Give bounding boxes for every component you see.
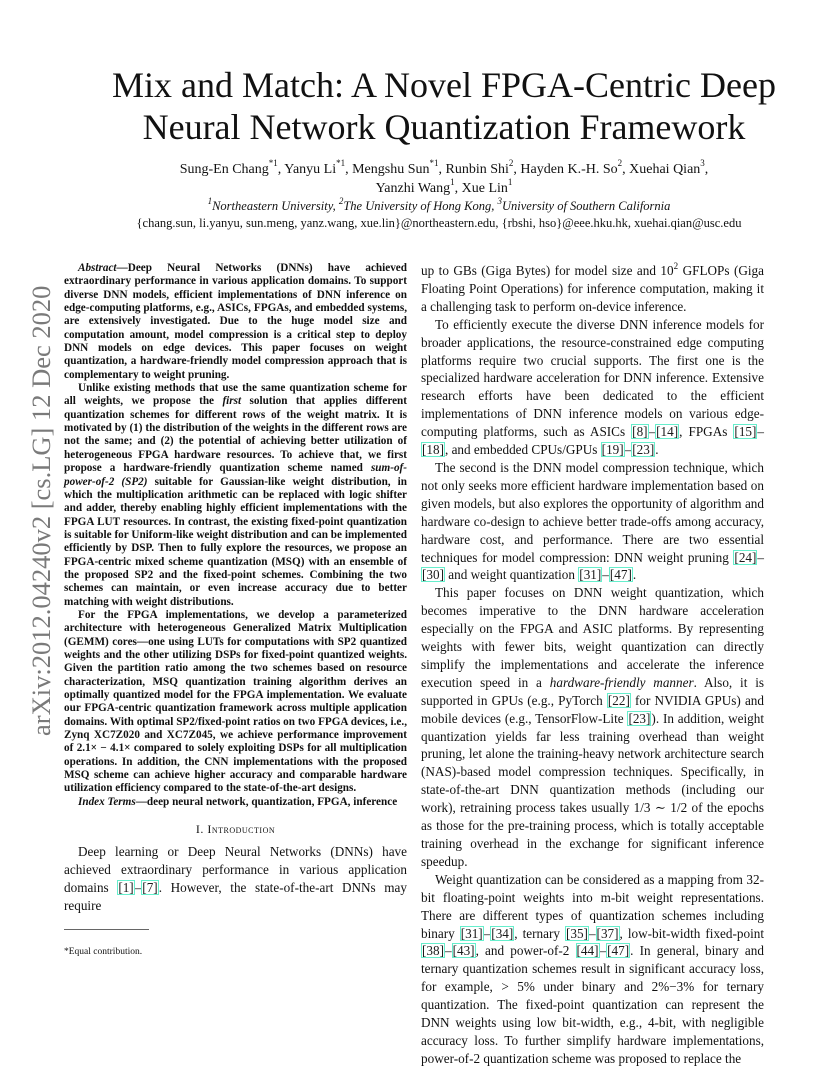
abstract-paragraph-3: For the FPGA implementations, we develop a parameterized architecture with heterogeneous Generalized Matrix Multiplication (GEMM) cores—one using LUTs for computations with SP2 quantized weights and the other utilizing DSPs for fixed-point quantized weights. Given the partition ratio among the two schemes based on resource characterization, MSQ quantization training algorithm derives an optimally quantized model for the FPGA implementation. We evaluate our FPGA-centric quantization framework across multiple application domains. With optimal SP2/fixed-point ratios on two FPGA devices, i.e., Zynq XC7Z020 and XC7Z045, we achieve performance improvement of 2.1× − 4.1× compared to solely exploiting DSPs for all multiplication operations. In addition, the CNN implementations with the proposed MSQ scheme can achieve higher accuracy and comparable hardware utilization efficiency compared to the state-of-the-art designs. xyxy=(64,608,407,795)
abstract-label: Abstract xyxy=(78,262,117,274)
citation-link[interactable]: [15] xyxy=(734,424,757,440)
arxiv-identifier-stamp xyxy=(14,268,62,738)
footnote-divider xyxy=(64,929,149,930)
intro-paragraph-4: This paper focuses on DNN weight quantization, which becomes imperative to the DNN hardware acceleration especially on the FPGA and ASIC platforms. By representing weights with fewer bits, weight quantization can directly simplify the implementations and accelerate the inference execution speed in a hardware-friendly manner. Also, it is supported in GPUs (e.g., PyTorch [22] for NVIDIA GPUs) and mobile devices (e.g., TensorFlow-Lite [23]). In addition, weight quantization yields far less training overhead than weight pruning, let alone the training-heavy network architecture search (NAS)-based model compression techniques. Specifically, in state-of-the-art DNN quantization methods (including our work), retraining process takes usually 1/3 ∼ 1/2 of the epochs as those for the pre-training process, which is totally acceptable training overhead in the exchange for significant inference speedup. xyxy=(421,585,764,869)
abstract-paragraph-2: Unlike existing methods that use the same quantization scheme for all weights, we propose the first solution that applies different quantization schemes for different rows of the weight matrix. It is motivated by (1) the distribution of the weights in the different rows are not the same; and (2) the potential of achieving better utilization of heterogeneous FPGA hardware resources. To achieve that, we first propose a hardware-friendly quantization scheme named sum-of-power-of-2 (SP2) suitable for Gaussian-like weight distribution, in which the multiplication arithmetic can be replaced with logic shifter and adder, thereby enabling highly efficient implementations with the FPGA LUT resources. In contrast, the existing fixed-point quantization is suitable for Uniform-like weight distribution and can be implemented efficiently by DSP. Then to fully explore the resources, we propose an FPGA-centric mixed scheme quantization (MSQ) with an ensemble of the proposed SP2 and the fixed-point schemes. Combining the two schemes can maintain, or even increase accuracy due to better matching with weight distributions. xyxy=(64,382,408,608)
index-terms: Index Terms—deep neural network, quantization, FPGA, inference xyxy=(78,795,398,808)
citation-link[interactable]: [35] xyxy=(565,925,588,941)
abstract-paragraph-1: Abstract—Deep Neural Networks (DNNs) have achieved extraordinary performance in various application domains. To support diverse DNN models, efficient implementations of DNN inference on edge-computing platforms, e.g., ASICs, FPGAs, and embedded systems, are extensively investigated. Due to the huge model size and computation amount, model compression is a critical step to deploy DNN models on edge devices. This paper focuses on weight quantization, a hardware-friendly model compression approach that is complementary to weight pruning. xyxy=(64,262,407,381)
citation-link[interactable]: [23] xyxy=(632,442,655,458)
citation-link[interactable]: [1] xyxy=(118,879,134,895)
citation-link[interactable]: [47] xyxy=(607,943,630,959)
intro-paragraph-1: Deep learning or Deep Neural Networks (DNNs) have achieved extraordinary performance in various application domains [1]–[7]. However, the state-of-the-art DNNs may require xyxy=(64,844,407,913)
citation-link[interactable]: [43] xyxy=(452,943,475,959)
author-emails: {chang.sun, li.yanyu, sun.meng, yanz.wang, xue.lin}@northeastern.edu, {rbshi, hso}@eee.hku.hk, xuehai.qian@usc.edu xyxy=(136,216,742,230)
citation-link[interactable]: [34] xyxy=(491,925,514,941)
affiliations-block xyxy=(60,195,818,232)
authors-line-1: Sung-En Chang$^{*1}$, Yanyu Li$^{*1}$, Mengshu Sun$^{*1}$, Runbin Shi$^2$, Hayden K.-H. So$^2$, Xuehai Qian$^3$, xyxy=(179,158,709,177)
footnote-equal-contribution: *Equal contribution. xyxy=(64,946,143,957)
citation-link[interactable]: [23] xyxy=(628,710,651,726)
paper-title: Mix and Match: A Novel FPGA-Centric Deep Neural Network Quantization Framework xyxy=(112,65,776,147)
abstract xyxy=(64,262,407,809)
citation-link[interactable]: [14] xyxy=(656,424,679,440)
authors-line-2: Yanzhi Wang$^1$, Xue Lin$^1$ xyxy=(375,177,513,196)
citation-link[interactable]: [38] xyxy=(422,943,444,959)
citation-link[interactable]: [31] xyxy=(579,567,602,583)
affiliations: $^1$Northeastern University, $^2$The University of Hong Kong, $^3$University of Southern California xyxy=(207,195,671,213)
citation-link[interactable]: [7] xyxy=(142,879,158,895)
right-column xyxy=(421,262,764,1068)
intro-paragraph-2: To efficiently execute the diverse DNN inference models for broader applications, the resource-constrained edge computing platforms require two crucial supports. The first one is the specialized hardware acceleration for DNN inference. Extensive research efforts have been dedicated to the efficient implementations of DNN inference models on various edge-computing platforms, such as ASICs [8]–[14], FPGAs [15]–[18], and embedded CPUs/GPUs [19]–[23]. xyxy=(421,316,764,458)
citation-link[interactable]: [8] xyxy=(632,424,648,440)
arxiv-stamp-text: arXiv:2012.04240v2 [cs.LG] 12 Dec 2020 xyxy=(26,285,56,736)
section-heading-introduction: I. Introduction xyxy=(195,822,276,837)
citation-link[interactable]: [44] xyxy=(576,943,599,959)
citation-link[interactable]: [22] xyxy=(607,692,630,708)
citation-link[interactable]: [19] xyxy=(601,442,624,458)
citation-link[interactable]: [30] xyxy=(422,567,444,583)
citation-link[interactable]: [24] xyxy=(734,549,757,565)
citation-link[interactable]: [18] xyxy=(422,442,444,458)
left-column xyxy=(64,262,407,958)
citation-link[interactable]: [37] xyxy=(596,925,619,941)
author-list xyxy=(90,160,798,198)
intro-paragraph-3: The second is the DNN model compression technique, which not only seeks more efficient hardware implementation based on given models, but also explores the opportunity of algorithm and hardware co-design to achieve better trade-offs among accuracy, hardware cost, and performance. There are two essential techniques for model compression: DNN weight pruning [24]–[30] and weight quantization [31]–[47]. xyxy=(421,459,764,583)
citation-link[interactable]: [47] xyxy=(609,567,632,583)
intro-paragraph-5: Weight quantization can be considered as a mapping from 32-bit floating-point weights into m-bit weight representations. There are different types of quantization schemes including binary [31]–[34], ternary [35]–[37], low-bit-width fixed-point [38]–[43], and power-of-2 [44]–[47]. In general, binary and ternary quantization schemes result in significant accuracy loss, for example, > 5% under binary and 2%−3% for ternary quantization. The fixed-point quantization can represent the DNN weights using low bit-width, e.g., 4-bit, with negligible accuracy loss. To further simplify hardware implementations, power-of-2 quantization scheme was proposed to replace the xyxy=(421,871,764,1066)
intro-continuation: up to GBs (Giga Bytes) for model size and $10^2$ GFLOPs (Giga Floating Point Operations) for inference computation, making it a challenging task to perform on-device inference. xyxy=(421,260,764,314)
citation-link[interactable]: [31] xyxy=(460,925,483,941)
